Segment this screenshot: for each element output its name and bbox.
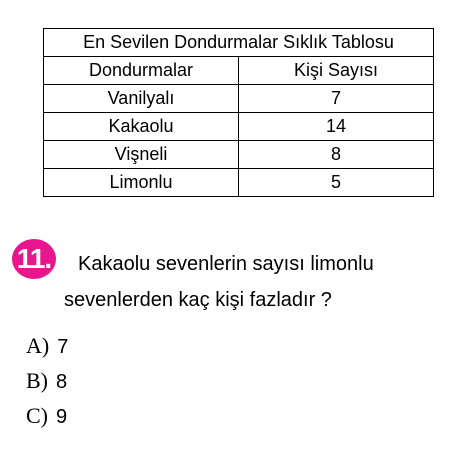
option-b[interactable]: [26, 368, 67, 394]
table-header-row: [44, 57, 434, 85]
table-row: [44, 169, 434, 197]
flavor-cell: Kakaolu: [44, 113, 239, 141]
column-header-flavor: Dondurmalar: [44, 57, 239, 85]
table-title: En Sevilen Dondurmalar Sıklık Tablosu: [44, 29, 434, 57]
count-cell: 8: [239, 141, 434, 169]
option-a[interactable]: [26, 333, 68, 359]
option-value: 8: [56, 371, 68, 393]
flavor-cell: Vişneli: [44, 141, 239, 169]
flavor-cell: Vanilyalı: [44, 85, 239, 113]
question-text-line-1: Kakaolu sevenlerin sayısı limonlu: [78, 253, 374, 275]
table-row: [44, 113, 434, 141]
table-title-row: [44, 29, 434, 57]
count-cell: 5: [239, 169, 434, 197]
frequency-table: [43, 28, 434, 197]
count-cell: 14: [239, 113, 434, 141]
question-text-line-2: sevenlerden kaç kişi fazladır ?: [64, 289, 332, 311]
option-label: B): [26, 368, 48, 393]
table-row: [44, 85, 434, 113]
option-label: C): [26, 403, 48, 428]
option-c[interactable]: [26, 403, 67, 429]
column-header-count: Kişi Sayısı: [239, 57, 434, 85]
table-row: [44, 141, 434, 169]
flavor-cell: Limonlu: [44, 169, 239, 197]
option-label: A): [26, 333, 50, 358]
question-number-badge: 11.: [12, 239, 56, 279]
option-value: 7: [57, 336, 69, 358]
option-value: 9: [56, 406, 68, 428]
count-cell: 7: [239, 85, 434, 113]
